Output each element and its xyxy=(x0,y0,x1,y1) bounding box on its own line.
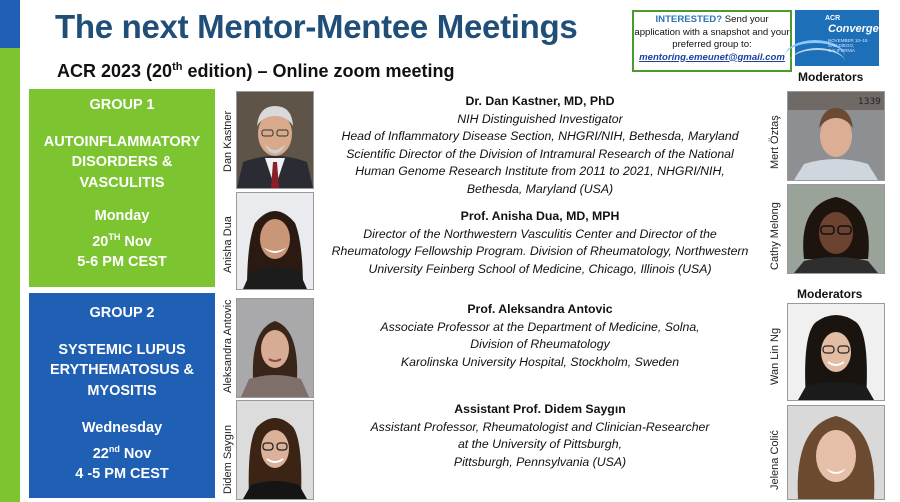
moderator-photo-label: Jelena Colić xyxy=(769,430,781,490)
group-1-box xyxy=(29,89,217,287)
moderator-photo-label: Mert Öztaş xyxy=(769,115,781,169)
group-label: GROUP 2 xyxy=(89,305,155,321)
mentor-photo-label: Anisha Dua xyxy=(222,216,234,273)
mentor-bio-line: NIH Distinguished Investigator xyxy=(457,111,623,126)
logo-acr-text: ACR xyxy=(825,15,841,22)
moderators-heading-1: Moderators xyxy=(798,70,864,84)
group-topic-line: SYSTEMIC LUPUS xyxy=(58,341,186,358)
moderator-photo-jelena-colic xyxy=(787,405,885,500)
mentor-bio-line: Scientific Director of the Division of Intramural Research of the National xyxy=(346,146,734,161)
left-accent-bar-blue xyxy=(0,0,20,48)
contact-email-link[interactable]: mentoring.emeunet@gmail.com xyxy=(639,51,785,63)
group-topic-line: DISORDERS & xyxy=(71,154,173,170)
mentor-photo-dan-kastner xyxy=(236,91,314,189)
mentor-bio-line: Bethesda, Maryland (USA) xyxy=(466,181,614,196)
moderator-photo-cathy-melong xyxy=(787,184,885,274)
mentor-bio-line: Division of Rheumatology xyxy=(470,337,610,351)
group-date: 22nd Nov xyxy=(92,443,152,462)
group-topic-line: ERYTHEMATOSUS & xyxy=(50,362,194,378)
moderator-photo-wan-lin-ng xyxy=(787,303,885,401)
acr-convergence-logo xyxy=(795,10,898,66)
application-callout xyxy=(632,10,792,72)
group-2-box xyxy=(29,293,215,498)
logo-small-text: NOVEMBER 10–15 · SAN DIEGO, CALIFORNIA xyxy=(828,38,871,53)
mentor-bio-anisha-dua xyxy=(330,208,750,278)
mentor-photo-anisha-dua xyxy=(236,192,314,290)
mentor-bio-line: Karolinska University Hospital, Stockholm, Sweden xyxy=(400,354,680,369)
group-topic-line: VASCULITIS xyxy=(79,174,165,191)
group-topic-line: AUTOINFLAMMATORY xyxy=(43,133,201,150)
mentor-bio-line: Associate Professor at the Department of Medicine, Solna, xyxy=(380,319,700,334)
mentor-bio-line: Head of Inflammatory Disease Section, NHGRI/NIH, Bethesda, Maryland xyxy=(341,129,739,143)
group-day: Monday xyxy=(94,208,150,224)
page-title: The next Mentor-Mentee Meetings xyxy=(55,8,578,45)
group-time: 5-6 PM CEST xyxy=(77,253,167,270)
moderator-photo-tag: 1339 xyxy=(858,97,881,107)
mentor-name: Dr. Dan Kastner, MD, PhD xyxy=(465,94,615,108)
page-subtitle: ACR 2023 (20th edition) – Online zoom meeting xyxy=(57,61,455,81)
mentor-name: Assistant Prof. Didem Saygın xyxy=(454,402,626,416)
mentor-bio-line: University Feinberg School of Medicine, Chicago, Illinois (USA) xyxy=(368,261,712,276)
group-label: GROUP 1 xyxy=(89,97,155,113)
mentor-photo-label: Dan Kastner xyxy=(222,110,234,172)
moderator-photo-label: Cathy Melong xyxy=(769,202,781,270)
mentor-photo-aleksandra-antovic xyxy=(236,298,314,398)
group-topic-line: MYOSITIS xyxy=(87,382,157,399)
moderator-photo-label: Wan Lin Ng xyxy=(769,327,781,385)
mentor-bio-line: Assistant Professor, Rheumatologist and Clinician-Researcher xyxy=(370,419,710,434)
left-accent-bar-green xyxy=(0,48,20,502)
group-time: 4 -5 PM CEST xyxy=(75,465,169,482)
mentor-bio-line: at the University of Pittsburgh, xyxy=(457,437,623,451)
group-day: Wednesday xyxy=(81,420,163,436)
mentor-photo-didem-saygin xyxy=(236,400,314,500)
moderator-photo-mert-oztas xyxy=(787,91,885,181)
mentor-bio-line: Rheumatology Fellowship Program. Division of Rheumatology, Northwestern xyxy=(331,244,749,258)
mentor-bio-aleksandra-antovic xyxy=(330,301,750,371)
logo-convergence-text: Convergence xyxy=(828,23,898,35)
mentor-bio-line: Human Genome Research Institute from 2011 to 2021, NHGRI/NIH, xyxy=(355,164,725,178)
moderators-heading-2: Moderators xyxy=(797,287,863,301)
mentor-photo-label: Didem Saygın xyxy=(222,424,234,494)
mentor-bio-line: Pittsburgh, Pennsylvania (USA) xyxy=(453,454,627,469)
mentor-photo-label: Aleksandra Antovic xyxy=(222,299,234,393)
mentor-bio-line: Director of the Northwestern Vasculitis Center and Director of the xyxy=(363,226,717,241)
mentor-name: Prof. Anisha Dua, MD, MPH xyxy=(460,209,620,223)
callout-highlight: INTERESTED? xyxy=(655,14,723,25)
mentor-bio-didem-saygin xyxy=(330,401,750,471)
mentor-bio-dan-kastner xyxy=(330,93,750,198)
group-date: 20TH Nov xyxy=(92,231,152,250)
mentor-name: Prof. Aleksandra Antovic xyxy=(467,302,613,316)
callout-text: Send your application with a snapshot and your preferred group to: xyxy=(634,14,790,50)
